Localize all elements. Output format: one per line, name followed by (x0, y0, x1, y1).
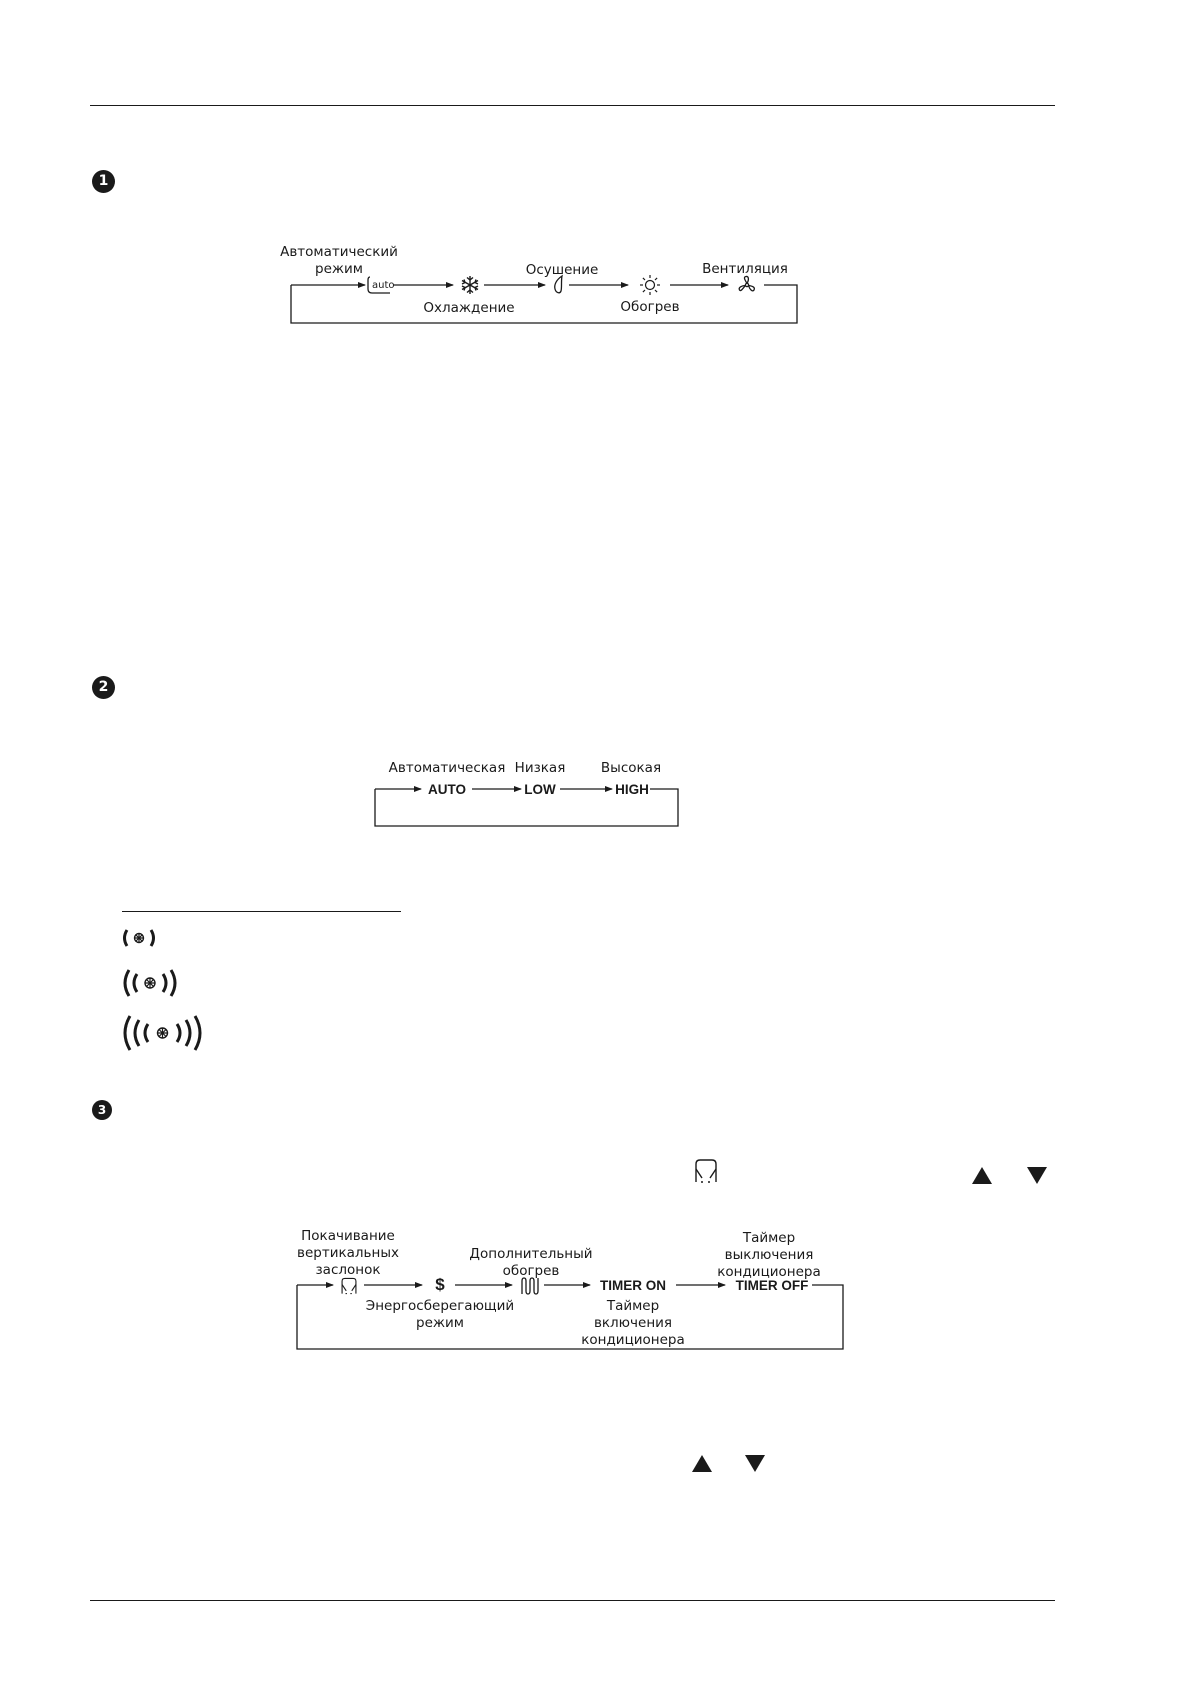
swing-label-line1: Покачивание (301, 1228, 395, 1244)
heater-icon (520, 1277, 542, 1295)
timer-off-label-line3: кондиционера (717, 1264, 821, 1280)
high-speed-caption: Высокая (600, 760, 662, 776)
cool-mode-label: Охлаждение (423, 300, 515, 316)
auto-mode-label-line1: Автоматический (280, 244, 398, 260)
low-speed-caption: Низкая (514, 760, 566, 776)
heater-label-line1: Дополнительный (469, 1246, 593, 1262)
arrow-up-icon[interactable] (692, 1455, 712, 1472)
timer-on-label-line3: кондиционера (581, 1332, 685, 1348)
heat-mode-label: Обогрев (620, 299, 680, 315)
eco-label-line2: режим (416, 1315, 464, 1331)
timer-on-label-line2: включения (593, 1315, 673, 1331)
heater-label-line2: обогрев (502, 1263, 560, 1279)
timer-off-label-line2: выключения (724, 1247, 814, 1263)
timer-on-label-line1: Таймер (606, 1298, 660, 1314)
auto-speed-value: AUTO (427, 782, 467, 797)
timer-off-label-line1: Таймер (742, 1230, 796, 1246)
arrow-down-icon[interactable] (745, 1455, 765, 1472)
auto-speed-caption: Автоматическая (388, 760, 506, 776)
low-speed-value: LOW (524, 782, 556, 797)
swing-label-line3: заслонок (315, 1262, 381, 1278)
eco-symbol: $ (435, 1275, 445, 1294)
swing-label-line2: вертикальных (297, 1245, 399, 1261)
eco-label-line1: Энергосберегающий (365, 1298, 515, 1314)
high-speed-value: HIGH (615, 782, 649, 797)
section-3-number: 3 (92, 1100, 112, 1120)
fan-mode-label: Вентиляция (702, 261, 788, 277)
section-2-number: 2 (92, 676, 115, 699)
timer-on-value: TIMER ON (600, 1278, 666, 1293)
swing-icon (339, 1277, 359, 1295)
dry-mode-label: Осушение (525, 262, 599, 278)
section-1-number: 1 (92, 170, 115, 193)
timer-off-value: TIMER OFF (735, 1278, 809, 1293)
auto-icon-text: auto (372, 280, 394, 291)
auto-mode-label-line2: режим (315, 261, 363, 277)
